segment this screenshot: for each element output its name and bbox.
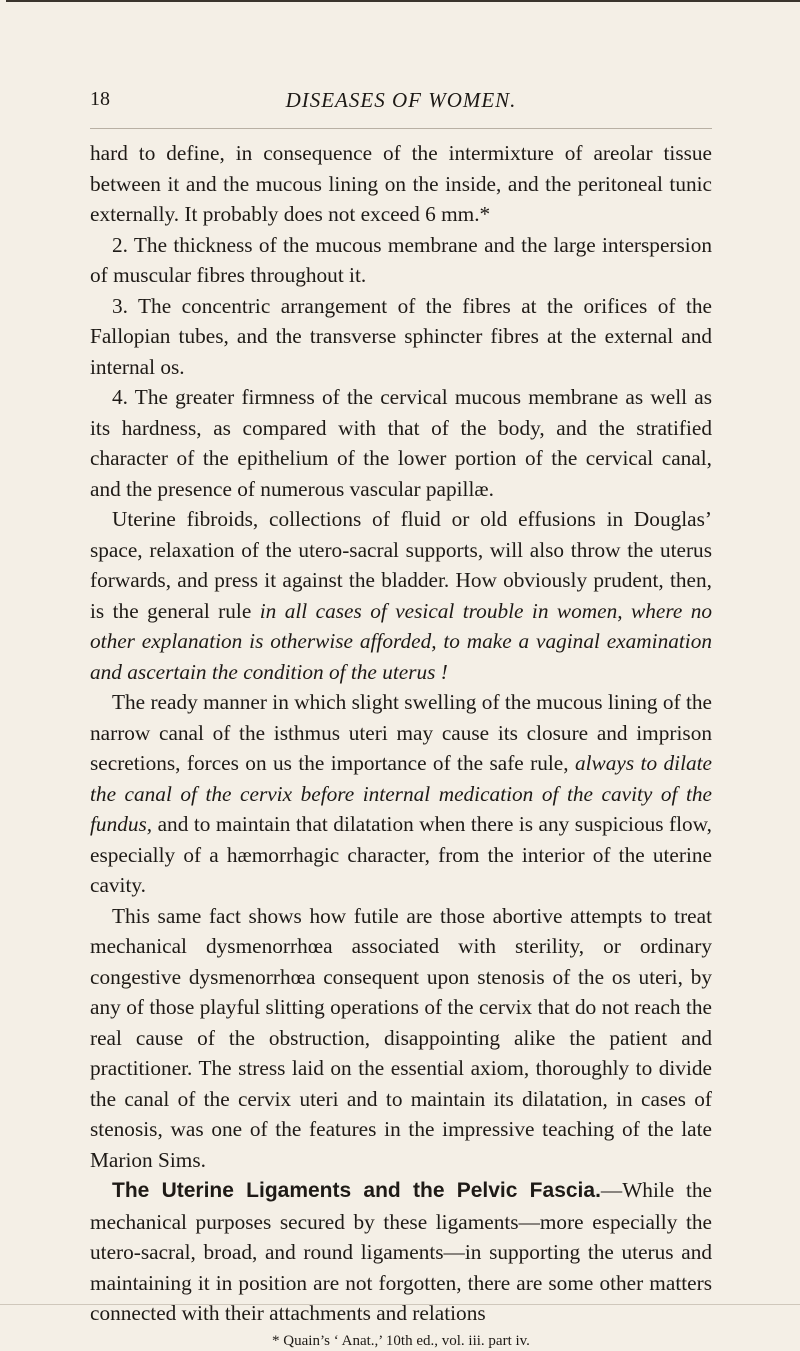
section-heading: The Uterine Ligaments and the Pelvic Fascia. <box>112 1179 601 1202</box>
paragraph-isthmus-text-b: and to maintain that dilatation when there is any suspicious flow, especially of a hæmorrhagic character, from the interior of the uterine cavity. <box>90 812 712 897</box>
list-item-3: 3. The concentric arrangement of the fibres at the orifices of the Fallopian tubes, and the transverse sphincter fibres at the external and internal os. <box>90 293 712 379</box>
paragraph-fibroids-text: Uterine fibroids, collections of fluid or old effusions in Douglas’ space, relaxation of the utero-sacral supports, will also throw the uterus forwards, and press it against the bladder. How obviously prudent, then, is the general rule <box>90 507 712 623</box>
list-item-4: 4. The greater firmness of the cervical mucous membrane as well as its hardness, as compared with that of the body, and the stratified character of the epithelium of the lower portion of the cervical canal, and the presence of numerous vascular papillæ. <box>90 385 712 501</box>
safe-rule-emphasis: always to dilate the canal of the cervix before internal medication of the cavity of the fundus, <box>90 751 712 836</box>
header-rule <box>90 128 712 129</box>
paragraph-isthmus-text-a: The ready manner in which slight swelling of the mucous lining of the narrow canal of the isthmus uteri may cause its closure and imprison secretions, forces on us the importance of the safe rule, <box>90 690 712 775</box>
page-top-edge <box>6 0 800 6</box>
paragraph-ligaments <box>90 1175 712 1329</box>
page-bottom-edge <box>0 1304 800 1305</box>
page-body <box>90 138 712 1351</box>
page-number: 18 <box>90 88 110 110</box>
running-title: DISEASES OF WOMEN. <box>285 88 517 112</box>
paragraph-fibroids <box>90 504 712 687</box>
paragraph-dysmenorrhoea: This same fact shows how futile are those abortive attempts to treat mechanical dysmenorrhœa associated with sterility, or ordinary congestive dysmenorrhœa consequent upon stenosis of the os uteri, by any of those playful slitting operations of the cervix that do not reach the real cause of the obstruction, disappointing alike the patient and practitioner. The stress laid on the essential axiom, thoroughly to divide the canal of the cervix uteri and to maintain its dilatation, in cases of stenosis, was one of the features in the impressive teaching of the late Marion Sims. <box>90 903 712 1172</box>
paragraph-ligaments-text: —While the mechanical purposes secured by these ligaments—more especially the utero-sacral, broad, and round ligaments—in supporting the uterus and maintaining it in position are not forgotten, there are some other matters connected with their attachments and relations <box>90 1178 712 1325</box>
paragraph-continued: hard to define, in consequence of the intermixture of areolar tissue between it and the mucous lining on the inside, and the peritoneal tunic externally. It probably does not exceed 6 mm.* <box>90 141 712 226</box>
page-header <box>90 88 712 118</box>
paragraph-isthmus <box>90 687 712 901</box>
list-item-2: 2. The thickness of the mucous membrane and the large interspersion of muscular fibres throughout it. <box>90 232 712 287</box>
footnote: * Quain’s ‘ Anat.,’ 10th ed., vol. iii. part iv. <box>272 1332 530 1349</box>
general-rule-emphasis: in all cases of vesical trouble in women, where no other explanation is otherwise afforded, to make a vaginal examination and ascertain the condition of the uterus ! <box>90 598 713 684</box>
